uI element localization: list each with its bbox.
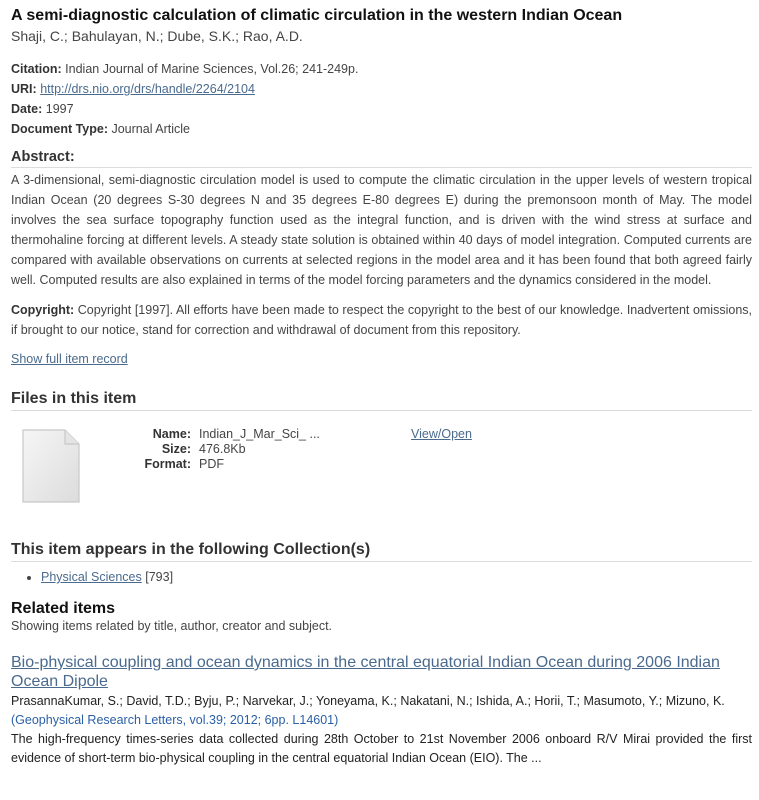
file-values bbox=[199, 427, 320, 472]
item-metadata bbox=[11, 59, 752, 139]
file-labels bbox=[111, 427, 191, 472]
files-heading: Files in this item bbox=[11, 390, 752, 411]
uri-link[interactable]: http://drs.nio.org/drs/handle/2264/2104 bbox=[40, 82, 255, 96]
copyright-block bbox=[11, 300, 752, 340]
uri-row bbox=[11, 79, 752, 99]
doctype-label: Document Type: bbox=[11, 122, 108, 136]
citation-label: Citation: bbox=[11, 62, 62, 76]
date-row bbox=[11, 99, 752, 119]
citation-value: Indian Journal of Marine Sciences, Vol.26; 241-249p. bbox=[65, 62, 359, 76]
file-size-value: 476.8Kb bbox=[199, 442, 246, 456]
file-name-label: Name: bbox=[152, 427, 191, 441]
copyright-label: Copyright: bbox=[11, 303, 75, 317]
related-item bbox=[11, 653, 752, 768]
uri-label: URI: bbox=[11, 82, 37, 96]
related-heading: Related items bbox=[11, 600, 116, 617]
abstract-text: A 3-dimensional, semi-diagnostic circulation model is used to compute the climatic circulation in the upper levels of western tropical Indian Ocean (20 degrees S-30 degrees N and 35 degrees E-80 degrees E) during the premonsoon month of May. The model involves the sea surface topography function used as the integral function, and is driven with the wind stress at surface and thermohaline forcing at different levels. A steady state solution is obtained within 40 days of model integration. Computed currents are compared with available observations on currents at selected regions in the model area and it has been found that both agreed fairly well. Computed results are also explained in terms of the model forcing parameters and the dynamics considered in the model. bbox=[11, 173, 752, 287]
date-value: 1997 bbox=[45, 102, 74, 116]
view-open-link[interactable]: View/Open bbox=[411, 427, 472, 441]
item-title: A semi-diagnostic calculation of climatic circulation in the western Indian Ocean bbox=[11, 7, 623, 24]
collection-item bbox=[41, 568, 752, 586]
related-item-abstract: The high-frequency times-series data collected during 28th October to 21st November 2006 onboard R/V Mirai provided the first evidence of short-term bio-physical coupling in the central equatorial Indian Ocean (EIO). The ... bbox=[11, 732, 752, 765]
doctype-row bbox=[11, 119, 752, 139]
file-format-label: Format: bbox=[144, 457, 191, 471]
collections-list bbox=[11, 568, 752, 586]
related-subheading: Showing items related by title, author, creator and subject. bbox=[11, 619, 333, 633]
file-name-value: Indian_J_Mar_Sci_ ... bbox=[199, 427, 320, 441]
related-item-authors: PrasannaKumar, S.; David, T.D.; Byju, P.; Narvekar, J.; Yoneyama, K.; Nakatani, N.; Ishida, A.; Horii, T.; Masumoto, Y.; Mizuno, K. bbox=[11, 694, 725, 708]
copyright-text: Copyright [1997]. All efforts have been made to respect the copyright to the best of our knowledge. Inadvertent omissions, if brought to our notice, stand for correction and withdrawal of document from this repository. bbox=[11, 303, 752, 337]
file-size-label: Size: bbox=[161, 442, 191, 456]
show-full-record-link[interactable]: Show full item record bbox=[11, 352, 128, 366]
collection-link-physical-sciences[interactable]: Physical Sciences bbox=[41, 570, 142, 584]
related-item-title-link[interactable]: Bio-physical coupling and ocean dynamics in the central equatorial Indian Ocean during 2006 Indian Ocean Dipole bbox=[11, 654, 720, 690]
related-item-source: (Geophysical Research Letters, vol.39; 2012; 6pp. L14601) bbox=[11, 713, 339, 727]
item-authors: Shaji, C.; Bahulayan, N.; Dube, S.K.; Rao, A.D. bbox=[11, 28, 303, 44]
collection-count: [793] bbox=[145, 570, 174, 584]
file-entry bbox=[11, 425, 752, 525]
doctype-value: Journal Article bbox=[111, 122, 190, 136]
collections-heading: This item appears in the following Collection(s) bbox=[11, 541, 752, 562]
file-format-value: PDF bbox=[199, 457, 224, 471]
related-item-authors-line bbox=[11, 692, 752, 730]
citation-row bbox=[11, 59, 752, 79]
abstract-heading: Abstract: bbox=[11, 149, 752, 168]
date-label: Date: bbox=[11, 102, 43, 116]
document-icon[interactable] bbox=[20, 427, 82, 505]
